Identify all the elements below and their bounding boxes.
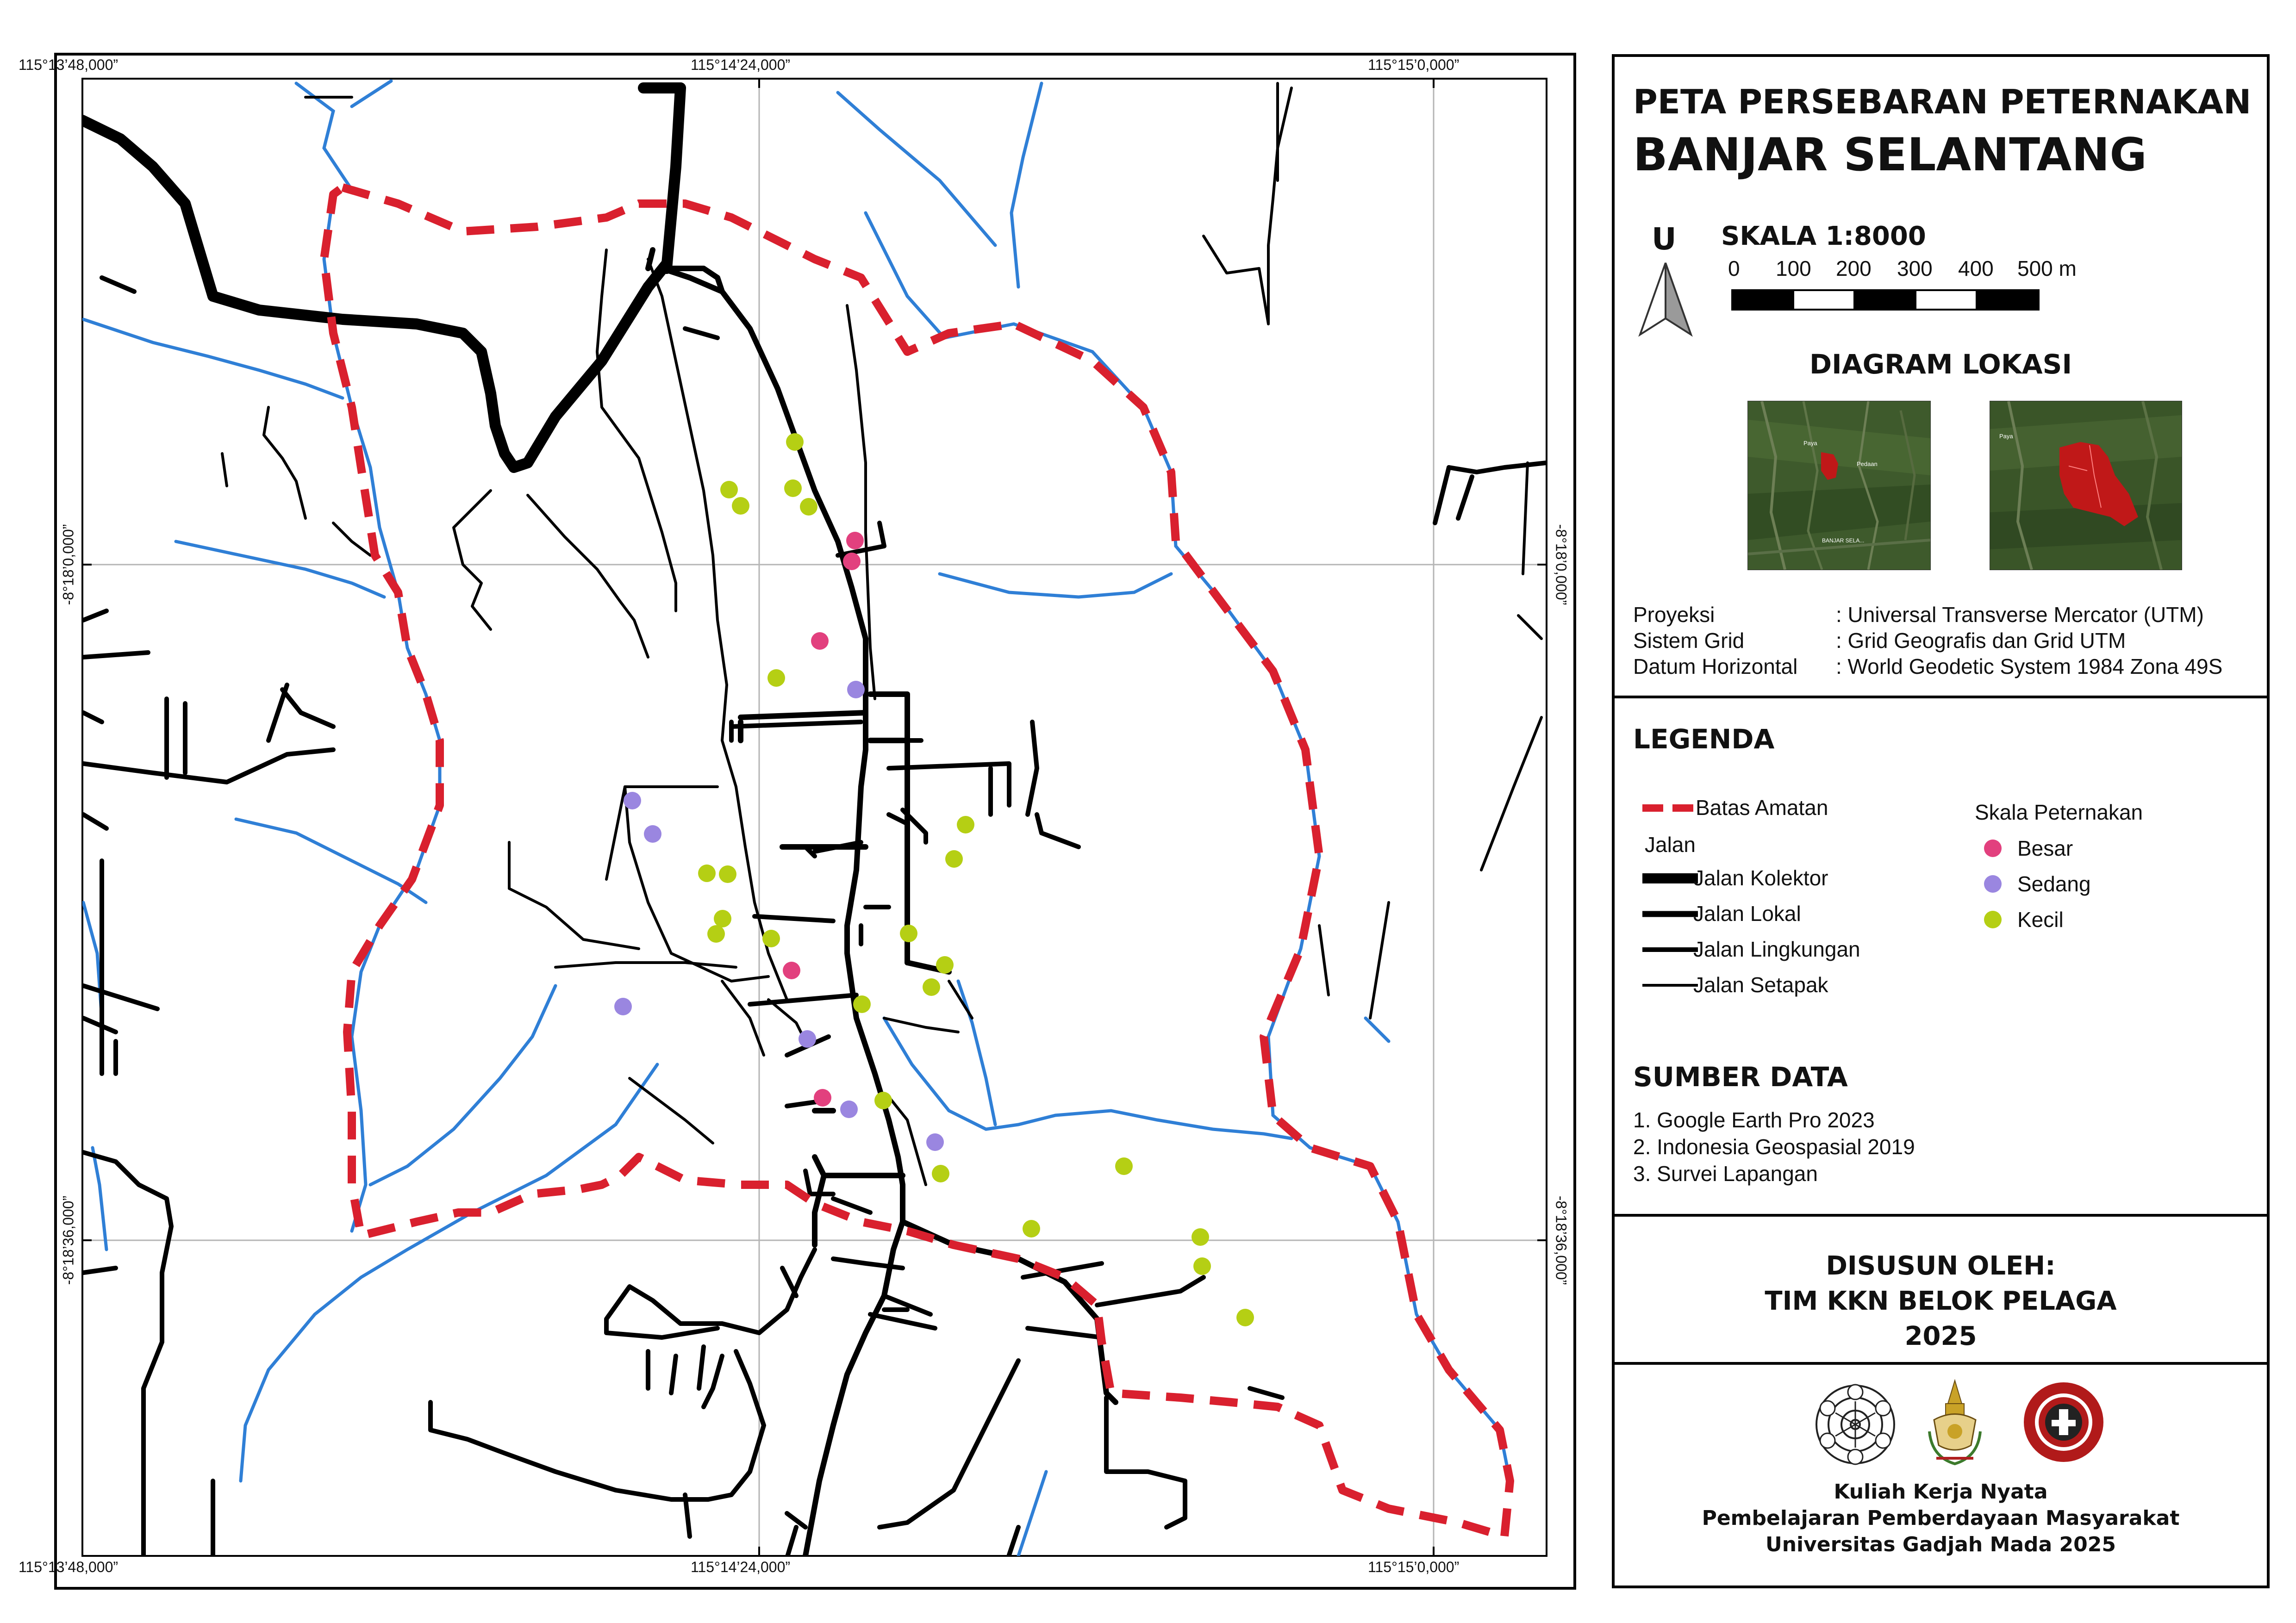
point-kecil bbox=[853, 995, 871, 1013]
point-besar bbox=[846, 532, 864, 549]
sat-label-paya-right: Paya bbox=[1999, 433, 2013, 440]
scale-tick-100: 100 bbox=[1776, 256, 1811, 280]
data-source-1: 1. Google Earth Pro 2023 bbox=[1633, 1108, 1875, 1132]
point-kecil bbox=[1115, 1157, 1133, 1175]
north-arrow-icon bbox=[1633, 261, 1698, 339]
point-kecil bbox=[784, 479, 802, 497]
coord-top-left: 115°13’48,000” bbox=[19, 56, 119, 73]
coord-bottom-right: 115°15’0,000” bbox=[1368, 1559, 1460, 1575]
legend-kecil-label: Kecil bbox=[2017, 908, 2064, 932]
info-value-datum: : World Geodetic System 1984 Zona 49S bbox=[1836, 654, 2223, 678]
point-besar bbox=[783, 962, 800, 979]
info-label-grid: Sistem Grid bbox=[1633, 628, 1745, 653]
sat-label-banjar: BANJAR SELA... bbox=[1822, 537, 1865, 544]
legend-sedang-label: Sedang bbox=[2017, 872, 2091, 896]
coord-top-right: 115°15’0,000” bbox=[1368, 56, 1460, 73]
divider bbox=[1615, 1214, 2267, 1217]
point-sedang bbox=[644, 825, 661, 843]
point-kecil bbox=[800, 498, 817, 516]
map-title-line2: BANJAR SELANTANG bbox=[1633, 129, 2147, 181]
bali-emblem-icon bbox=[1922, 1376, 1987, 1468]
scale-tick-200: 200 bbox=[1836, 256, 1872, 280]
point-kecil bbox=[720, 481, 738, 498]
point-kecil bbox=[1193, 1257, 1211, 1275]
footer-line3: Universitas Gadjah Mada 2025 bbox=[1765, 1533, 2116, 1556]
coord-left-lower: -8°18’36,000” bbox=[60, 1195, 77, 1285]
location-diagram-title: DIAGRAM LOKASI bbox=[1809, 348, 2072, 380]
point-besar bbox=[843, 553, 861, 570]
point-kecil bbox=[874, 1092, 892, 1109]
point-besar bbox=[814, 1089, 831, 1107]
legend-sedang-dot bbox=[1983, 874, 2003, 894]
legend-boundary-label: Batas Amatan bbox=[1696, 796, 1828, 820]
data-sources-title: SUMBER DATA bbox=[1633, 1061, 1848, 1093]
point-kecil bbox=[707, 925, 725, 943]
point-kecil bbox=[786, 433, 804, 451]
point-kecil bbox=[714, 910, 731, 927]
location-map-left bbox=[1747, 401, 1931, 570]
point-kecil bbox=[1236, 1309, 1254, 1326]
legend-title: LEGENDA bbox=[1633, 723, 1775, 755]
legend-setapak-label: Jalan Setapak bbox=[1693, 973, 1828, 997]
info-value-proyeksi: : Universal Transverse Mercator (UTM) bbox=[1836, 603, 2204, 627]
author-line1: DISUSUN OLEH: bbox=[1826, 1251, 2056, 1281]
divider bbox=[1615, 1362, 2267, 1365]
north-letter: U bbox=[1652, 221, 1677, 257]
point-kecil bbox=[762, 930, 780, 947]
scale-bar bbox=[1731, 289, 2040, 311]
map-title-line1: PETA PERSEBARAN PETERNAKAN bbox=[1633, 82, 2252, 121]
scale-tick-400: 400 bbox=[1958, 256, 1994, 280]
legend-boundary-symbol bbox=[1642, 801, 1698, 815]
coord-left-upper: -8°18’0,000” bbox=[60, 524, 77, 605]
point-kecil bbox=[900, 925, 917, 942]
info-label-proyeksi: Proyeksi bbox=[1633, 603, 1715, 627]
kkn-team-logo-icon bbox=[2022, 1380, 2105, 1464]
legend-kecil-dot bbox=[1983, 909, 2003, 930]
divider bbox=[1615, 696, 2267, 698]
legend-road-group: Jalan bbox=[1645, 833, 1696, 857]
legend-besar-label: Besar bbox=[2017, 836, 2073, 860]
ugm-seal-icon bbox=[1814, 1383, 1897, 1466]
point-kecil bbox=[936, 956, 954, 974]
coord-bottom-left: 115°13’48,000” bbox=[19, 1559, 119, 1575]
coord-bottom-mid: 115°14’24,000” bbox=[691, 1559, 791, 1575]
legend-livestock-group: Skala Peternakan bbox=[1975, 800, 2143, 824]
coord-right-lower: -8°18’36,000” bbox=[1553, 1195, 1570, 1285]
data-source-3: 3. Survei Lapangan bbox=[1633, 1162, 1818, 1186]
sat-label-paya: Paya bbox=[1803, 440, 1817, 447]
legend-kolektor-symbol bbox=[1642, 871, 1698, 885]
footer-line2: Pembelajaran Pemberdayaan Masyarakat bbox=[1702, 1506, 2180, 1530]
point-besar bbox=[811, 632, 829, 650]
legend-lingkungan-symbol bbox=[1642, 943, 1698, 957]
point-kecil bbox=[932, 1165, 949, 1182]
point-kecil bbox=[923, 978, 940, 996]
coord-right-upper: -8°18’0,000” bbox=[1553, 524, 1570, 605]
point-sedang bbox=[840, 1101, 858, 1118]
data-source-2: 2. Indonesia Geospasial 2019 bbox=[1633, 1135, 1915, 1159]
point-sedang bbox=[847, 681, 865, 698]
point-kecil bbox=[719, 865, 736, 883]
legend-besar-dot bbox=[1983, 838, 2003, 858]
map-info-panel bbox=[1612, 54, 2270, 1588]
legend-lokal-label: Jalan Lokal bbox=[1693, 902, 1801, 926]
legend-lingkungan-label: Jalan Lingkungan bbox=[1693, 937, 1860, 961]
sat-label-pedaan: Pedaan bbox=[1857, 460, 1878, 467]
point-sedang bbox=[926, 1133, 944, 1151]
point-kecil bbox=[732, 497, 749, 515]
footer-line1: Kuliah Kerja Nyata bbox=[1834, 1480, 2048, 1504]
info-label-datum: Datum Horizontal bbox=[1633, 654, 1798, 678]
point-kecil bbox=[1023, 1220, 1040, 1237]
point-sedang bbox=[614, 998, 632, 1015]
scale-tick-300: 300 bbox=[1897, 256, 1933, 280]
point-kecil bbox=[698, 864, 716, 882]
coord-top-mid: 115°14’24,000” bbox=[691, 56, 791, 73]
point-sedang bbox=[624, 792, 641, 809]
info-value-grid: : Grid Geografis dan Grid UTM bbox=[1836, 628, 2126, 653]
legend-lokal-symbol bbox=[1642, 907, 1698, 921]
location-map-right bbox=[1990, 401, 2182, 570]
legend-setapak-symbol bbox=[1642, 978, 1698, 992]
point-kecil bbox=[1192, 1228, 1209, 1246]
legend-kolektor-label: Jalan Kolektor bbox=[1693, 866, 1828, 890]
author-team: TIM KKN BELOK PELAGA bbox=[1765, 1286, 2117, 1316]
point-kecil bbox=[957, 816, 974, 833]
scale-tick-0: 0 bbox=[1728, 256, 1740, 280]
scale-tick-500: 500 m bbox=[2017, 256, 2077, 280]
author-year: 2025 bbox=[1904, 1321, 1977, 1351]
point-sedang bbox=[799, 1030, 816, 1048]
point-kecil bbox=[767, 669, 785, 687]
scale-label: SKALA 1:8000 bbox=[1721, 221, 1926, 251]
point-kecil bbox=[945, 850, 963, 868]
